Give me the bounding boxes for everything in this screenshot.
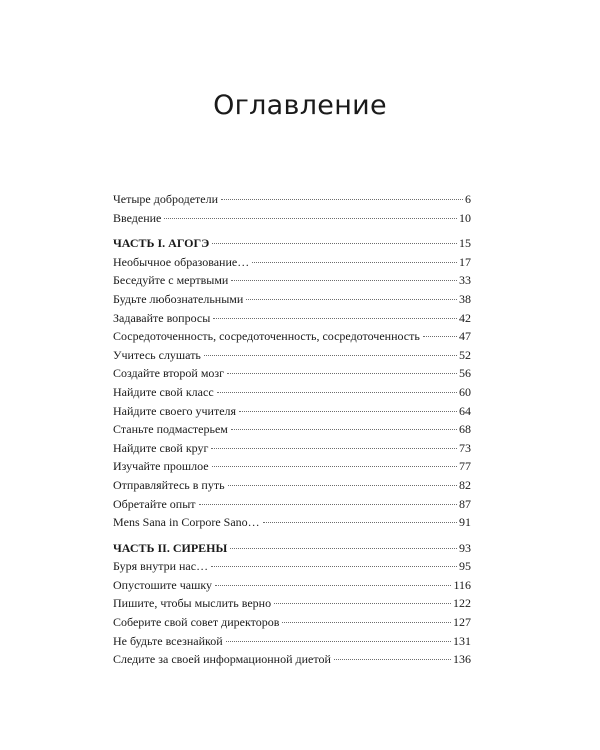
toc-page-number: 87 bbox=[459, 496, 471, 511]
dot-leader bbox=[217, 392, 457, 393]
toc-entry bbox=[113, 613, 471, 632]
dot-leader bbox=[252, 262, 457, 263]
toc-page-number: 136 bbox=[453, 652, 471, 667]
toc-entry-title: Сосредоточенность, сосредоточенность, сосредоточенность bbox=[113, 329, 420, 344]
dot-leader bbox=[221, 199, 463, 200]
toc-part-heading bbox=[113, 234, 471, 253]
toc-entry bbox=[113, 364, 471, 383]
toc-section bbox=[113, 539, 471, 669]
toc-page-number: 131 bbox=[453, 633, 471, 648]
toc-entry bbox=[113, 495, 471, 514]
dot-leader bbox=[246, 299, 457, 300]
toc-entry-title: Задавайте вопросы bbox=[113, 310, 211, 325]
page-title: Оглавление bbox=[213, 90, 387, 121]
dot-leader bbox=[423, 336, 457, 337]
toc-entry-title: Найдите свой круг bbox=[113, 440, 209, 455]
dot-leader bbox=[199, 504, 457, 505]
toc-entry-title: Буря внутри нас… bbox=[113, 559, 209, 574]
table-of-contents bbox=[113, 190, 471, 669]
toc-page-number: 122 bbox=[453, 596, 471, 611]
toc-page-number: 33 bbox=[459, 273, 471, 288]
toc-page-number: 60 bbox=[459, 384, 471, 399]
toc-entry bbox=[113, 346, 471, 365]
toc-entry-title: Изучайте прошлое bbox=[113, 459, 209, 474]
toc-page-number: 73 bbox=[459, 440, 471, 455]
toc-entry-title: Обретайте опыт bbox=[113, 496, 196, 511]
toc-entry bbox=[113, 327, 471, 346]
toc-page-number: 116 bbox=[453, 577, 471, 592]
toc-entry bbox=[113, 650, 471, 669]
toc-entry bbox=[113, 594, 471, 613]
toc-page-number: 77 bbox=[459, 459, 471, 474]
toc-page-number: 17 bbox=[459, 254, 471, 269]
toc-entry bbox=[113, 439, 471, 458]
toc-page-number: 42 bbox=[459, 310, 471, 325]
toc-entry bbox=[113, 383, 471, 402]
toc-entry-title: Необычное образование… bbox=[113, 254, 250, 269]
toc-entry-title: Пишите, чтобы мыслить верно bbox=[113, 596, 272, 611]
dot-leader bbox=[227, 373, 457, 374]
toc-page-number: 10 bbox=[459, 210, 471, 225]
dot-leader bbox=[274, 603, 451, 604]
toc-entry-title: Введение bbox=[113, 210, 162, 225]
toc-entry bbox=[113, 476, 471, 495]
dot-leader bbox=[231, 429, 457, 430]
toc-section bbox=[113, 234, 471, 532]
dot-leader bbox=[228, 485, 457, 486]
toc-entry bbox=[113, 309, 471, 328]
toc-entry bbox=[113, 290, 471, 309]
toc-entry-title: Опустошите чашку bbox=[113, 577, 212, 592]
toc-entry bbox=[113, 457, 471, 476]
toc-entry-title: Отправляйтесь в путь bbox=[113, 477, 225, 492]
toc-entry-title: Найдите своего учителя bbox=[113, 403, 237, 418]
toc-page-number: 127 bbox=[453, 615, 471, 630]
dot-leader bbox=[226, 641, 451, 642]
toc-entry-title: Не будьте всезнайкой bbox=[113, 633, 223, 648]
dot-leader bbox=[212, 466, 457, 467]
toc-entry-title: Следите за своей информационной диетой bbox=[113, 652, 331, 667]
dot-leader bbox=[215, 585, 451, 586]
toc-page-number: 95 bbox=[459, 559, 471, 574]
toc-page-number: 91 bbox=[459, 515, 471, 530]
toc-entry-title: Четыре добродетели bbox=[113, 192, 219, 206]
toc-page-number: 56 bbox=[459, 366, 471, 381]
toc-entry bbox=[113, 576, 471, 595]
toc-entry-title: Найдите свой класс bbox=[113, 384, 214, 399]
toc-entry bbox=[113, 190, 471, 209]
toc-entry bbox=[113, 632, 471, 651]
toc-entry-title: Будьте любознательными bbox=[113, 291, 244, 306]
toc-entry-title: Учитесь слушать bbox=[113, 347, 201, 362]
dot-leader bbox=[213, 318, 457, 319]
toc-page-number: 68 bbox=[459, 422, 471, 437]
dot-leader bbox=[334, 659, 451, 660]
toc-entry bbox=[113, 402, 471, 421]
toc-page-number: 47 bbox=[459, 329, 471, 344]
toc-page-number: 82 bbox=[459, 477, 471, 492]
toc-entry-title: Беседуйте с мертвыми bbox=[113, 273, 229, 288]
dot-leader bbox=[231, 280, 457, 281]
toc-entry-title: ЧАСТЬ II. СИРЕНЫ bbox=[113, 540, 228, 555]
dot-leader bbox=[230, 548, 457, 549]
dot-leader bbox=[263, 522, 457, 523]
toc-page-number: 64 bbox=[459, 403, 471, 418]
toc-page-number: 38 bbox=[459, 291, 471, 306]
toc-entry bbox=[113, 557, 471, 576]
toc-entry-title: Станьте подмастерьем bbox=[113, 422, 228, 437]
dot-leader bbox=[239, 411, 457, 412]
toc-part-heading bbox=[113, 539, 471, 558]
toc-section bbox=[113, 190, 471, 227]
dot-leader bbox=[164, 218, 457, 219]
toc-page-number: 52 bbox=[459, 347, 471, 362]
toc-entry bbox=[113, 420, 471, 439]
toc-page-number: 93 bbox=[459, 540, 471, 555]
toc-entry-title: ЧАСТЬ I. АГОГЭ bbox=[113, 236, 210, 251]
toc-entry bbox=[113, 209, 471, 228]
toc-page-number: 6 bbox=[465, 192, 471, 206]
toc-entry-title: Mens Sana in Corpore Sano… bbox=[113, 515, 260, 530]
toc-entry bbox=[113, 271, 471, 290]
toc-entry-title: Соберите свой совет директоров bbox=[113, 615, 280, 630]
toc-entry bbox=[113, 253, 471, 272]
dot-leader bbox=[211, 566, 457, 567]
dot-leader bbox=[282, 622, 451, 623]
dot-leader bbox=[211, 448, 457, 449]
dot-leader bbox=[204, 355, 457, 356]
toc-entry-title: Создайте второй мозг bbox=[113, 366, 225, 381]
toc-entry bbox=[113, 513, 471, 532]
toc-page-number: 15 bbox=[459, 236, 471, 251]
dot-leader bbox=[212, 243, 457, 244]
